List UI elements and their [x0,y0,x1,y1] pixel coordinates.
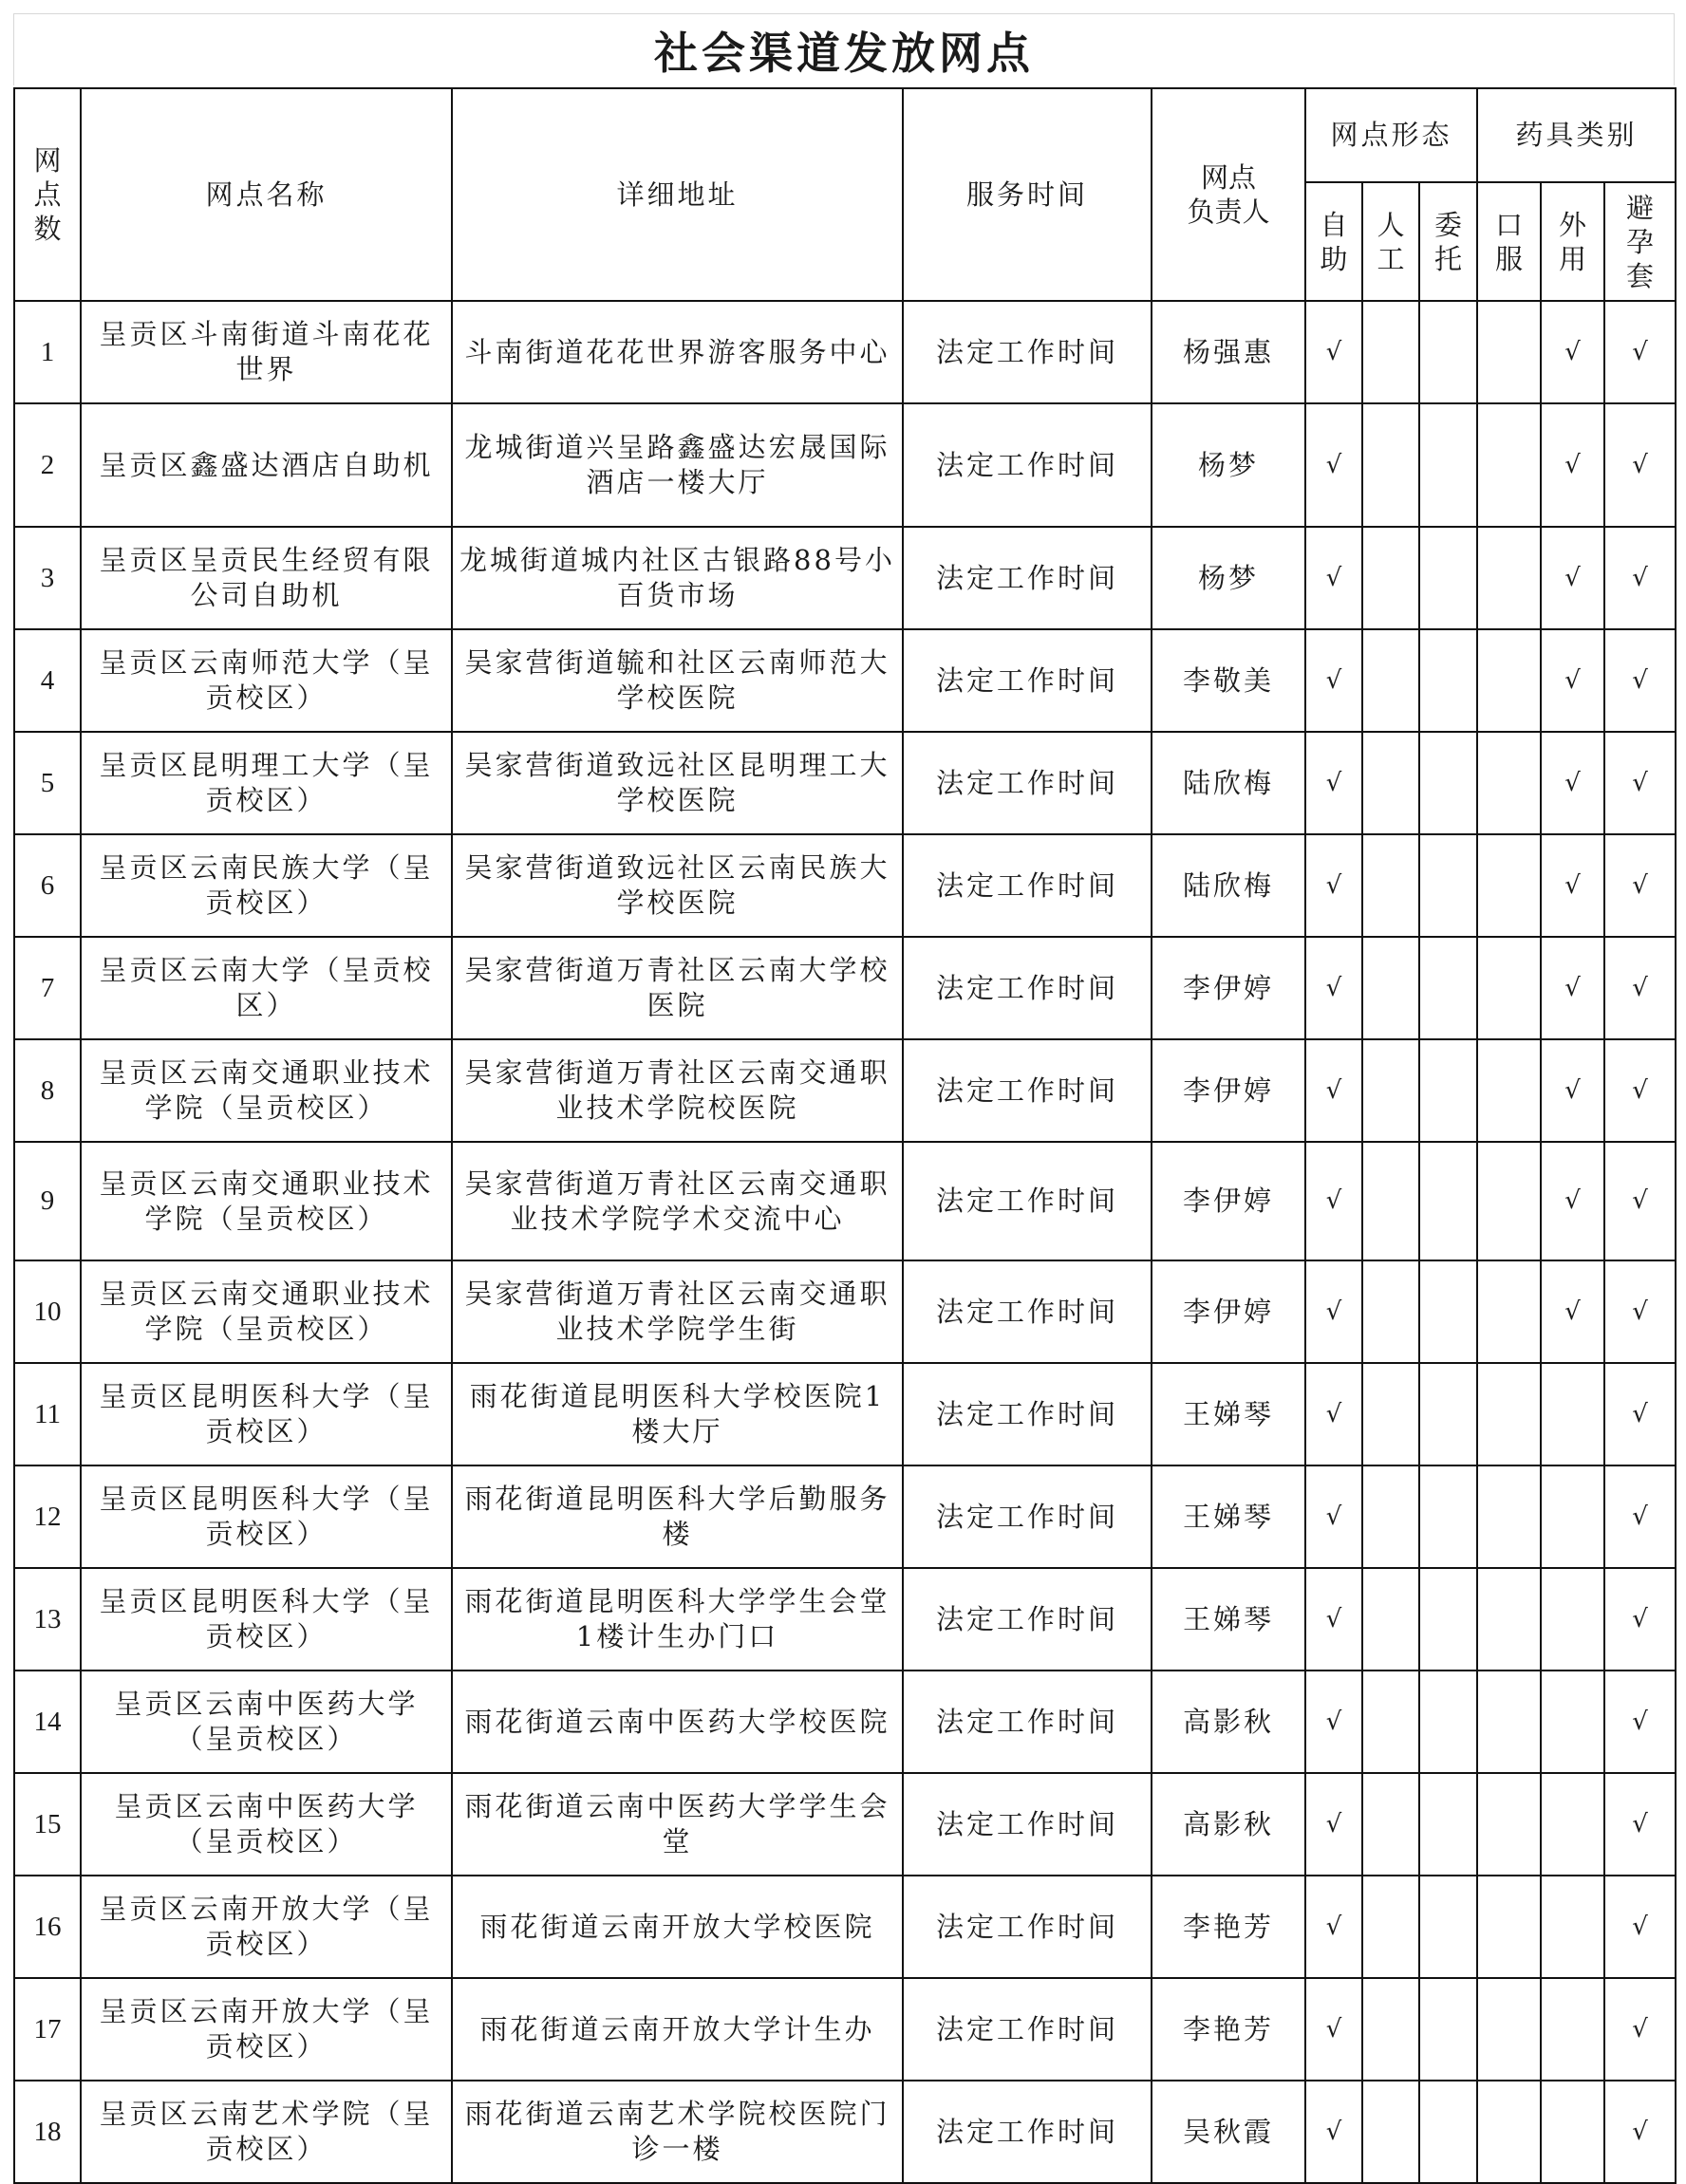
table-row [14,1039,1676,1142]
cell-manual [1362,1773,1419,1876]
cell-external: √ [1541,937,1604,1039]
cell-condom: √ [1604,301,1676,403]
cell-self: √ [1305,1568,1362,1671]
header-self-label: 自 助 [1320,208,1348,275]
cell-name: 呈贡区昆明理工大学（呈贡校区） [81,732,452,834]
table-row [14,1671,1676,1773]
cell-manual [1362,1978,1419,2081]
header-manager-label: 网点 负责人 [1187,161,1270,228]
cell-number: 18 [14,2081,81,2183]
cell-number: 17 [14,1978,81,2081]
cell-external [1541,1978,1604,2081]
cell-self: √ [1305,1039,1362,1142]
cell-manual [1362,1039,1419,1142]
cell-external: √ [1541,527,1604,629]
cell-condom: √ [1604,1260,1676,1363]
cell-number: 1 [14,301,81,403]
cell-hours: 法定工作时间 [903,2081,1152,2183]
header-type-group: 药具类别 [1477,88,1676,182]
cell-oral [1477,1876,1541,1978]
cell-entrust [1419,732,1477,834]
cell-self: √ [1305,301,1362,403]
cell-oral [1477,1465,1541,1568]
table-row [14,403,1676,527]
cell-hours: 法定工作时间 [903,1978,1152,2081]
cell-condom: √ [1604,1465,1676,1568]
cell-entrust [1419,1876,1477,1978]
cell-oral [1477,403,1541,527]
cell-condom: √ [1604,1363,1676,1465]
cell-name: 呈贡区鑫盛达酒店自助机 [81,403,452,527]
header-row-1 [14,88,1676,182]
cell-name: 呈贡区昆明医科大学（呈贡校区） [81,1465,452,1568]
cell-number: 12 [14,1465,81,1568]
cell-name: 呈贡区云南大学（呈贡校区） [81,937,452,1039]
header-count [14,88,81,301]
cell-address: 龙城街道兴呈路鑫盛达宏晟国际酒店一楼大厅 [452,403,903,527]
cell-entrust [1419,834,1477,937]
cell-oral [1477,732,1541,834]
cell-name: 呈贡区斗南街道斗南花花世界 [81,301,452,403]
cell-address: 雨花街道云南中医药大学学生会堂 [452,1773,903,1876]
cell-manual [1362,1363,1419,1465]
cell-entrust [1419,527,1477,629]
cell-manager: 高影秋 [1152,1773,1305,1876]
cell-entrust [1419,1978,1477,2081]
cell-condom: √ [1604,527,1676,629]
cell-manager: 杨梦 [1152,527,1305,629]
cell-external [1541,1876,1604,1978]
cell-external: √ [1541,834,1604,937]
cell-number: 16 [14,1876,81,1978]
cell-entrust [1419,629,1477,732]
cell-manager: 王娣琴 [1152,1465,1305,1568]
cell-hours: 法定工作时间 [903,1039,1152,1142]
cell-manager: 陆欣梅 [1152,732,1305,834]
header-external-label: 外 用 [1559,208,1587,275]
cell-number: 5 [14,732,81,834]
cell-condom: √ [1604,1568,1676,1671]
header-oral [1477,182,1541,301]
cell-oral [1477,1039,1541,1142]
cell-self: √ [1305,1260,1362,1363]
cell-name: 呈贡区呈贡民生经贸有限公司自助机 [81,527,452,629]
cell-self: √ [1305,732,1362,834]
cell-self: √ [1305,527,1362,629]
table-row [14,1260,1676,1363]
table-row [14,937,1676,1039]
cell-hours: 法定工作时间 [903,403,1152,527]
cell-manager: 李伊婷 [1152,1260,1305,1363]
cell-external: √ [1541,301,1604,403]
cell-hours: 法定工作时间 [903,629,1152,732]
cell-address: 雨花街道昆明医科大学后勤服务楼 [452,1465,903,1568]
cell-address: 龙城街道城内社区古银路88号小百货市场 [452,527,903,629]
cell-manager: 李伊婷 [1152,937,1305,1039]
cell-name: 呈贡区云南艺术学院（呈贡校区） [81,2081,452,2183]
cell-number: 14 [14,1671,81,1773]
cell-oral [1477,1260,1541,1363]
cell-external: √ [1541,1260,1604,1363]
cell-number: 10 [14,1260,81,1363]
cell-manual [1362,834,1419,937]
cell-hours: 法定工作时间 [903,834,1152,937]
cell-oral [1477,527,1541,629]
cell-condom: √ [1604,1876,1676,1978]
cell-condom: √ [1604,834,1676,937]
cell-hours: 法定工作时间 [903,527,1152,629]
cell-entrust [1419,1039,1477,1142]
cell-address: 吴家营街道万青社区云南交通职业技术学院学生街 [452,1260,903,1363]
header-entrust-label: 委 托 [1434,208,1463,275]
cell-manager: 陆欣梅 [1152,834,1305,937]
cell-number: 9 [14,1142,81,1260]
cell-self: √ [1305,1465,1362,1568]
cell-entrust [1419,937,1477,1039]
cell-self: √ [1305,1876,1362,1978]
cell-external [1541,1568,1604,1671]
cell-manager: 李艳芳 [1152,1876,1305,1978]
cell-hours: 法定工作时间 [903,937,1152,1039]
cell-address: 吴家营街道毓和社区云南师范大学校医院 [452,629,903,732]
cell-external: √ [1541,732,1604,834]
cell-hours: 法定工作时间 [903,1568,1152,1671]
cell-self: √ [1305,1363,1362,1465]
cell-manual [1362,301,1419,403]
cell-hours: 法定工作时间 [903,1260,1152,1363]
cell-oral [1477,2081,1541,2183]
cell-manual [1362,1260,1419,1363]
header-manual [1362,182,1419,301]
cell-manager: 王娣琴 [1152,1568,1305,1671]
cell-entrust [1419,1671,1477,1773]
cell-external [1541,1363,1604,1465]
cell-address: 雨花街道昆明医科大学学生会堂1楼计生办门口 [452,1568,903,1671]
cell-oral [1477,1142,1541,1260]
page-title: 社会渠道发放网点 [654,27,1034,79]
cell-oral [1477,1568,1541,1671]
cell-oral [1477,1773,1541,1876]
cell-number: 15 [14,1773,81,1876]
cell-number: 7 [14,937,81,1039]
cell-self: √ [1305,937,1362,1039]
cell-number: 8 [14,1039,81,1142]
cell-entrust [1419,1142,1477,1260]
cell-manager: 吴秋霞 [1152,2081,1305,2183]
cell-external: √ [1541,629,1604,732]
cell-condom: √ [1604,1142,1676,1260]
cell-self: √ [1305,1671,1362,1773]
header-entrust [1419,182,1477,301]
cell-manual [1362,937,1419,1039]
cell-address: 雨花街道云南开放大学计生办 [452,1978,903,2081]
cell-address: 雨花街道云南开放大学校医院 [452,1876,903,1978]
cell-address: 吴家营街道万青社区云南交通职业技术学院学术交流中心 [452,1142,903,1260]
cell-address: 吴家营街道致远社区昆明理工大学校医院 [452,732,903,834]
cell-name: 呈贡区昆明医科大学（呈贡校区） [81,1568,452,1671]
cell-manager: 李伊婷 [1152,1039,1305,1142]
header-self [1305,182,1362,301]
cell-address: 吴家营街道万青社区云南交通职业技术学院校医院 [452,1039,903,1142]
cell-manager: 李敬美 [1152,629,1305,732]
cell-manual [1362,1142,1419,1260]
cell-self: √ [1305,403,1362,527]
cell-manager: 王娣琴 [1152,1363,1305,1465]
cell-oral [1477,1671,1541,1773]
cell-condom: √ [1604,2081,1676,2183]
cell-manual [1362,403,1419,527]
cell-external [1541,1773,1604,1876]
cell-manual [1362,629,1419,732]
header-form-group: 网点形态 [1305,88,1477,182]
header-external [1541,182,1604,301]
cell-hours: 法定工作时间 [903,1671,1152,1773]
outlet-table [13,87,1677,2184]
cell-manager: 杨强惠 [1152,301,1305,403]
table-row [14,301,1676,403]
table-row [14,732,1676,834]
table-body [14,301,1676,2183]
cell-manual [1362,1671,1419,1773]
cell-condom: √ [1604,1773,1676,1876]
table-row [14,1876,1676,1978]
cell-condom: √ [1604,732,1676,834]
cell-entrust [1419,301,1477,403]
cell-condom: √ [1604,937,1676,1039]
cell-external [1541,1465,1604,1568]
cell-name: 呈贡区云南民族大学（呈贡校区） [81,834,452,937]
cell-manual [1362,1568,1419,1671]
cell-entrust [1419,1568,1477,1671]
cell-oral [1477,1363,1541,1465]
cell-entrust [1419,1260,1477,1363]
cell-oral [1477,1978,1541,2081]
cell-manager: 李伊婷 [1152,1142,1305,1260]
cell-manager: 杨梦 [1152,403,1305,527]
cell-entrust [1419,403,1477,527]
cell-name: 呈贡区云南开放大学（呈贡校区） [81,1978,452,2081]
cell-self: √ [1305,834,1362,937]
cell-self: √ [1305,1978,1362,2081]
cell-entrust [1419,1363,1477,1465]
cell-condom: √ [1604,1978,1676,2081]
header-manager [1152,88,1305,301]
cell-manager: 高影秋 [1152,1671,1305,1773]
header-manual-label: 人 工 [1377,208,1405,275]
title-box [13,13,1675,85]
cell-address: 吴家营街道万青社区云南大学校医院 [452,937,903,1039]
cell-self: √ [1305,1773,1362,1876]
cell-address: 吴家营街道致远社区云南民族大学校医院 [452,834,903,937]
cell-hours: 法定工作时间 [903,1363,1152,1465]
cell-manual [1362,2081,1419,2183]
cell-name: 呈贡区昆明医科大学（呈贡校区） [81,1363,452,1465]
cell-number: 2 [14,403,81,527]
header-hours: 服务时间 [903,88,1152,301]
cell-name: 呈贡区云南交通职业技术学院（呈贡校区） [81,1260,452,1363]
cell-entrust [1419,2081,1477,2183]
cell-address: 雨花街道云南艺术学院校医院门诊一楼 [452,2081,903,2183]
cell-hours: 法定工作时间 [903,1142,1152,1260]
cell-name: 呈贡区云南师范大学（呈贡校区） [81,629,452,732]
cell-hours: 法定工作时间 [903,732,1152,834]
cell-name: 呈贡区云南中医药大学（呈贡校区） [81,1671,452,1773]
cell-name: 呈贡区云南中医药大学（呈贡校区） [81,1773,452,1876]
cell-name: 呈贡区云南开放大学（呈贡校区） [81,1876,452,1978]
table-row [14,629,1676,732]
cell-number: 13 [14,1568,81,1671]
cell-manual [1362,1876,1419,1978]
header-address: 详细地址 [452,88,903,301]
table-row [14,1978,1676,2081]
cell-address: 斗南街道花花世界游客服务中心 [452,301,903,403]
cell-external: √ [1541,1142,1604,1260]
cell-hours: 法定工作时间 [903,1465,1152,1568]
cell-oral [1477,301,1541,403]
cell-self: √ [1305,2081,1362,2183]
cell-name: 呈贡区云南交通职业技术学院（呈贡校区） [81,1142,452,1260]
cell-condom: √ [1604,1039,1676,1142]
cell-external: √ [1541,1039,1604,1142]
table-row [14,2081,1676,2183]
cell-external [1541,2081,1604,2183]
cell-address: 雨花街道云南中医药大学校医院 [452,1671,903,1773]
cell-number: 11 [14,1363,81,1465]
header-condom-label: 避 孕 套 [1626,191,1655,292]
table-row [14,527,1676,629]
cell-hours: 法定工作时间 [903,1773,1152,1876]
cell-external [1541,1671,1604,1773]
cell-oral [1477,629,1541,732]
cell-condom: √ [1604,1671,1676,1773]
cell-manual [1362,527,1419,629]
table-row [14,1142,1676,1260]
cell-entrust [1419,1465,1477,1568]
cell-hours: 法定工作时间 [903,1876,1152,1978]
table-row [14,1568,1676,1671]
cell-oral [1477,937,1541,1039]
header-name: 网点名称 [81,88,452,301]
cell-manager: 李艳芳 [1152,1978,1305,2081]
cell-manual [1362,1465,1419,1568]
header-condom [1604,182,1676,301]
header-oral-label: 口 服 [1495,208,1524,275]
cell-manual [1362,732,1419,834]
cell-condom: √ [1604,629,1676,732]
table-row [14,1363,1676,1465]
header-count-label: 网 点 数 [33,144,62,245]
cell-entrust [1419,1773,1477,1876]
cell-number: 4 [14,629,81,732]
cell-condom: √ [1604,403,1676,527]
cell-address: 雨花街道昆明医科大学校医院1楼大厅 [452,1363,903,1465]
cell-hours: 法定工作时间 [903,301,1152,403]
cell-self: √ [1305,629,1362,732]
table-row [14,834,1676,937]
table-row [14,1773,1676,1876]
cell-oral [1477,834,1541,937]
cell-external: √ [1541,403,1604,527]
table-row [14,1465,1676,1568]
document-page [13,13,1675,2165]
cell-self: √ [1305,1142,1362,1260]
cell-name: 呈贡区云南交通职业技术学院（呈贡校区） [81,1039,452,1142]
cell-number: 6 [14,834,81,937]
cell-number: 3 [14,527,81,629]
